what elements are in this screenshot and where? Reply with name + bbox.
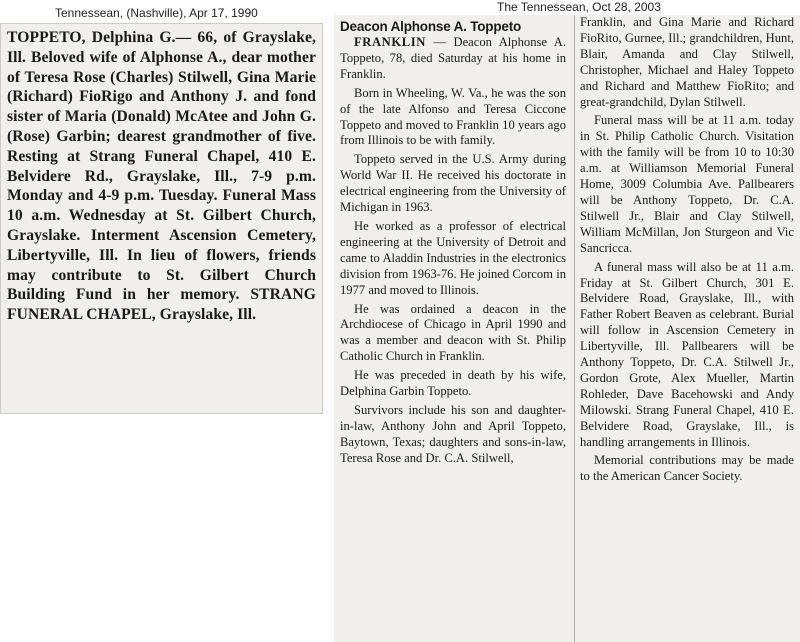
obituary-text-1990 xyxy=(7,28,316,325)
obituary-paragraph: Born in Wheeling, W. Va., he was the son of the late Alfonso and Teresa Ciccone Toppeto and moved to Franklin 10 years ago from Illinois to be with family. xyxy=(340,85,566,148)
obituary-body: — 66, of Grayslake, Ill. Beloved wife of Alphonse A., dear mother of Teresa Rose (Charles) Stilwell, Gina Marie (Richard) FioRigo and Anthony J. and fond sister of Maria (Donald) McAtee and John G. (Rose) Garbin; dearest grandmother of five. Resting at Strang Funeral Chapel, 410 E. Belvidere Rd., Grayslake, Ill., 7-9 p.m. Monday and 4-9 p.m. Tuesday. Funeral Mass 10 a.m. Wednesday at St. Gilbert Church, Grayslake. Interment Ascension Cemetery, Libertyville, Ill. In lieu of flowers, friends may contribute to St. Gilbert Church Building Fund in her memory. STRANG FUNERAL CHAPEL, Grayslake, Ill. xyxy=(7,29,316,324)
obituary-paragraph: FRANKLIN — Deacon Alphonse A. Toppeto, 78, died Saturday at his home in Franklin. xyxy=(340,35,566,81)
obituary-paragraph: A funeral mass will also be at 11 a.m. Friday at St. Gilbert Church, 301 E. Belvidere Road, Grayslake, Ill., with Father Robert Beaven as celebrant. Burial will follow in Ascension Cemetery in Libertyville, Ill. Pallbearers will be Anthony Toppeto, Dr. C.A. Stilwell Jr., Gordon Grote, Alex Mueller, Martin Rohleder, Dave Bacehowski and Andy Milowski. Strang Funeral Chapel, 410 E. Belvidere Road, Grayslake, Ill., is handling arrangements in Illinois. xyxy=(580,259,794,449)
obituary-paragraph: Franklin, and Gina Marie and Richard FioRito, Gurnee, Ill.; grandchildren, Hunt, Blair, Amanda and Clay Stilwell, Christopher, Michael and Haley Toppeto and Richard and Matthew FioRito; and great-grandchild, Dylan Stilwell. xyxy=(580,15,794,109)
obituary-column-1 xyxy=(340,18,566,467)
deceased-name: TOPPETO, Delphina G. xyxy=(7,29,176,46)
obituary-paragraph: Toppeto served in the U.S. Army during World War II. He received his doctorate in electrical engineering from the University of Michigan in 1963. xyxy=(340,152,566,215)
obituary-paragraph: Survivors include his son and daughter-in-law, Anthony John and April Toppeto, Baytown, Texas; daughters and sons-in-law, Teresa Rose and Dr. C.A. Stilwell, xyxy=(340,402,566,465)
source-caption-2003: The Tennessean, Oct 28, 2003 xyxy=(497,0,661,14)
obituary-clipping-1990 xyxy=(0,23,323,414)
obituary-headline: Deacon Alphonse A. Toppeto xyxy=(340,19,522,34)
dateline: FRANKLIN xyxy=(354,35,426,49)
obituary-paragraph: He worked as a professor of electrical engineering at the University of Detroit and came to Aladdin Industries in the electronics division from 1963-76. He joined Corcom in 1977 and moved to Illinois. xyxy=(340,218,566,297)
obituary-paragraph: Funeral mass will be at 11 a.m. today in St. Philip Catholic Church. Visitation with the family will be from 10 to 10:30 a.m. at Williamson Memorial Funeral Home, 3009 Columbia Ave. Pallbearers will be Anthony Toppeto, Dr. C.A. Stilwell Jr., Blair and Clay Stilwell, William McMillan, Jon Sturgeon and Vic Sancricca. xyxy=(580,113,794,255)
obituary-paragraph xyxy=(7,28,316,325)
obituary-paragraph: He was preceded in death by his wife, Delphina Garbin Toppeto. xyxy=(340,368,566,399)
obituary-paragraph: Memorial contributions may be made to the American Cancer Society. xyxy=(580,453,794,484)
source-caption-1990: Tennessean, (Nashville), Apr 17, 1990 xyxy=(55,6,258,20)
obituary-paragraph: He was ordained a deacon in the Archdiocese of Chicago in April 1990 and was a member and deacon with St. Philip Catholic Church in Franklin. xyxy=(340,301,566,364)
obituary-column-2 xyxy=(580,15,794,485)
obituary-clipping-2003 xyxy=(334,15,800,642)
column-divider xyxy=(574,15,575,642)
